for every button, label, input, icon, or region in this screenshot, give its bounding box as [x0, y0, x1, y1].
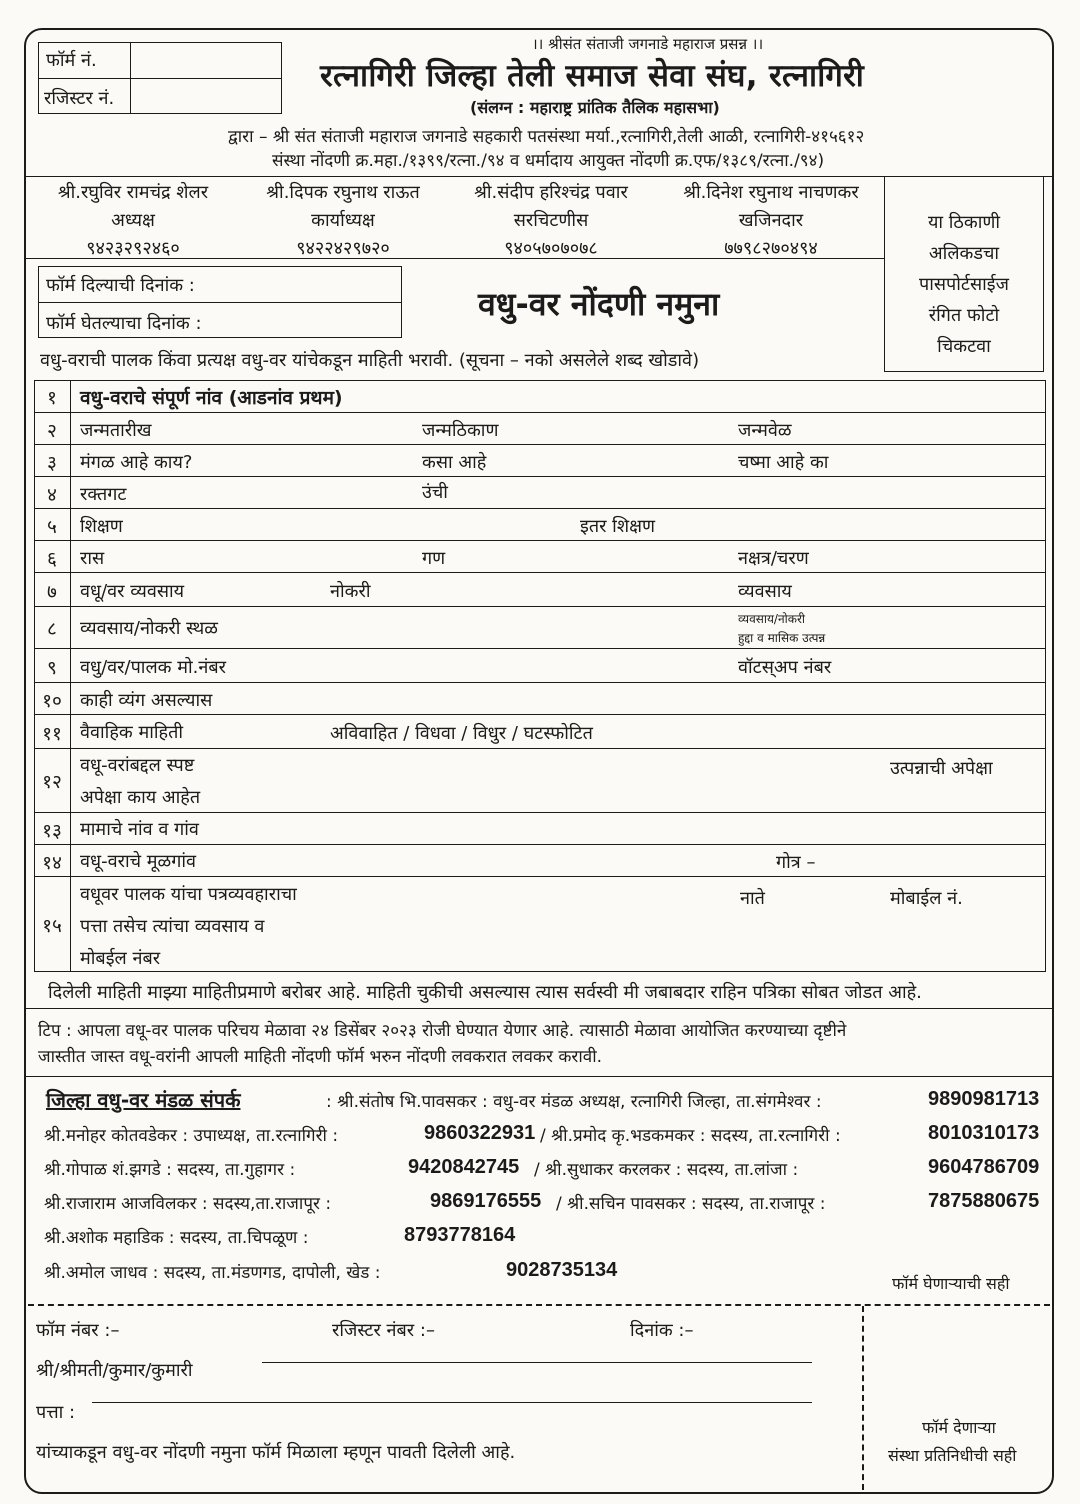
- row-1-label: वधु-वराचे संपूर्ण नांव (आडनांव प्रथम): [80, 387, 343, 409]
- job-label: नोकरी: [330, 581, 371, 602]
- row-8-label: व्यवसाय/नोकरी स्थळ: [80, 618, 218, 639]
- org-registration: संस्था नोंदणी क्र.महा./१३९९/रत्ना./९४ व धर्मादाय आयुक्त नोंदणी क्र.एफ/१३८९/रत्ना./९४): [272, 151, 825, 171]
- row-15-label-2: पत्ता तसेच त्यांचा व्यवसाय व: [80, 916, 265, 937]
- receipt-text: यांच्याकडून वधु-वर नोंदणी नमुना फॉर्म मिळाला म्हणून पावती दिलेली आहे.: [36, 1442, 516, 1463]
- instruction-text: वधु-वराची पालक किंवा प्रत्यक्ष वधु-वर यांचेकडून माहिती भरावी. (सूचना – नको असलेले शब्द खोडावे): [40, 350, 700, 371]
- business-label: व्यवसाय: [738, 581, 792, 602]
- contact-line-4b: / श्री.सचिन पावसकर : सदस्य, ता.राजापूर :: [556, 1194, 826, 1214]
- row-2-number: २: [47, 420, 57, 442]
- row-15-label: वधूवर पालक यांचा पत्रव्यवहाराचा: [80, 884, 297, 905]
- contact-phone-4a: 9869176555: [430, 1190, 542, 1212]
- receipt-divider: [862, 1306, 864, 1490]
- row-6-label: रास: [80, 548, 105, 569]
- gotra-label: गोत्र –: [776, 852, 816, 873]
- other-education-label: इतर शिक्षण: [580, 516, 656, 537]
- spectacles-label: चष्मा आहे का: [738, 452, 829, 473]
- contact-line-4a: श्री.राजाराम आजविलकर : सदस्य,ता.राजापूर :: [44, 1194, 332, 1214]
- receipt-date-label: दिनांक :–: [630, 1320, 694, 1341]
- row-11-number: ११: [42, 723, 62, 745]
- row-3-number: ३: [47, 452, 57, 474]
- contact-line-2a: श्री.मनोहर कोतवडेकर : उपाध्यक्ष, ता.रत्नागिरी :: [44, 1126, 339, 1146]
- contact-phone-4b: 7875880675: [928, 1190, 1040, 1212]
- officer-2: श्री.दिपक रघुनाथ राऊत कार्याध्यक्ष ९४२२४२९७२०: [266, 182, 420, 259]
- gan-label: गण: [422, 548, 446, 569]
- issuer-signature-label-1: फॉर्म देणाऱ्या: [922, 1418, 996, 1437]
- birthplace-label: जन्मठिकाण: [422, 420, 499, 441]
- officer-4: श्री.दिनेश रघुनाथ नाचणकर खजिनदार ७७९८२७०४९४: [683, 182, 859, 259]
- org-title: रत्नागिरी जिल्हा तेली समाज सेवा संघ, रत्नागिरी: [320, 58, 865, 94]
- contact-line-3a: श्री.गोपाळ शं.झगडे : सदस्य, ता.गुहागर :: [44, 1160, 296, 1180]
- whatsapp-label: वॉटस्अप नंबर: [738, 657, 832, 678]
- receipt-address-label: पत्ता :: [36, 1402, 76, 1423]
- contact-line-6: श्री.अमोल जाधव : सदस्य, ता.मंडणगड, दापोली, खेड :: [44, 1263, 381, 1283]
- contacts-heading: जिल्हा वधु-वर मंडळ संपर्क: [46, 1088, 241, 1112]
- receipt-form-no-label: फॉम नंबर :–: [36, 1320, 120, 1341]
- marital-options[interactable]: अविवाहित / विधवा / विधुर / घटस्फोटित: [330, 723, 593, 744]
- contact-phone-3a: 9420842745: [408, 1156, 520, 1178]
- row-4-number: ४: [47, 484, 57, 506]
- row-12-number: १२: [42, 771, 62, 793]
- contact-phone-6: 9028735134: [506, 1259, 618, 1281]
- note-line-2: जास्तीत जास्त वधू-वरांनी आपली माहिती नोंदणी फॉर्म भरुन नोंदणी लवकरात लवकर करावी.: [38, 1047, 602, 1067]
- form-no-field[interactable]: [132, 44, 280, 77]
- row-13-label: मामाचे नांव व गांव: [80, 819, 199, 840]
- affiliation: (संलग्न : महाराष्ट्र प्रांतिक तैलिक महासभा): [470, 98, 720, 117]
- mobile-label: मोबाईल नं.: [890, 888, 963, 909]
- row-12-label-2: अपेक्षा काय आहेत: [80, 787, 201, 808]
- issuer-signature-label-2: संस्था प्रतिनिधीची सही: [888, 1446, 1017, 1465]
- row-15-label-3: मोबईल नंबर: [80, 948, 161, 969]
- row-9-label: वधु/वर/पालक मो.नंबर: [80, 657, 226, 678]
- row-3-label: मंगळ आहे काय?: [80, 452, 193, 473]
- contact-phone-2a: 9860322931: [424, 1122, 536, 1144]
- form-no-label: फॉर्म नं.: [46, 50, 97, 71]
- row-9-number: ९: [47, 657, 57, 679]
- row-2-label: जन्मतारीख: [80, 420, 152, 441]
- contact-line-1: : श्री.संतोष भि.पावसकर : वधु-वर मंडळ अध्यक्ष, रत्नागिरी जिल्हा, ता.संगमेश्वर :: [326, 1092, 822, 1112]
- contact-phone-3b: 9604786709: [928, 1156, 1040, 1178]
- row-10-label: काही व्यंग असल्यास: [80, 690, 213, 711]
- row-13-number: १३: [42, 820, 62, 842]
- designation-label-2: हुद्दा व मासिक उत्पन्न: [738, 631, 826, 645]
- receipt-address-line[interactable]: [92, 1402, 812, 1403]
- relation-label: नाते: [740, 888, 765, 909]
- officer-3: श्री.संदीप हरिश्चंद्र पवार सरचिटणीस ९४०५७०७०७८: [474, 182, 628, 259]
- contact-phone-1: 9890981713: [928, 1088, 1040, 1110]
- register-no-label: रजिस्टर नं.: [44, 88, 115, 109]
- photo-box[interactable]: या ठिकाणी अलिकडचा पासपोर्टसाईज रंगित फोटो चिकटवा: [884, 176, 1044, 372]
- row-14-label: वधू-वराचे मूळगांव: [80, 851, 197, 872]
- income-expectation-label: उत्पन्नाची अपेक्षा: [890, 758, 993, 779]
- declaration-text: दिलेली माहिती माझ्या माहितीप्रमाणे बरोबर आहे. माहिती चुकीची असल्यास त्यास सर्वस्वी मी जबाबदार राहिन पत्रिका सोबत जोडत आहे.: [48, 982, 922, 1003]
- receipt-register-no-label: रजिस्टर नंबर :–: [332, 1320, 435, 1341]
- register-no-field[interactable]: [132, 80, 280, 113]
- row-11-label: वैवाहिक माहिती: [80, 722, 184, 743]
- row-8-number: ८: [47, 618, 57, 640]
- form-title: वधु-वर नोंदणी नमुना: [478, 285, 720, 323]
- mangal-type-label: कसा आहे: [422, 452, 487, 473]
- row-7-number: ७: [47, 581, 57, 603]
- cut-line: [28, 1304, 1050, 1306]
- blessing-line: ।। श्रीसंत संताजी जगनाडे महाराज प्रसन्न ।।: [532, 35, 764, 53]
- contact-phone-2b: 8010310173: [928, 1122, 1040, 1144]
- row-5-number: ५: [47, 516, 57, 538]
- form-taken-date-label: फॉर्म घेतल्याचा दिनांक :: [46, 313, 202, 334]
- row-4-label: रक्तगट: [80, 484, 127, 505]
- contact-line-2b: / श्री.प्रमोद कृ.भडकमकर : सदस्य, ता.रत्नागिरी :: [540, 1126, 841, 1146]
- note-line-1: टिप : आपला वधू-वर पालक परिचय मेळावा २४ डिसेंबर २०२३ रोजी घेण्यात येणार आहे. त्यासाठी मेळावा आयोजित करण्याच्या दृष्टीने: [38, 1021, 847, 1041]
- row-7-label: वधू/वर व्यवसाय: [80, 581, 185, 602]
- row-6-number: ६: [47, 548, 57, 570]
- receipt-name-label: श्री/श्रीमती/कुमार/कुमारी: [36, 1360, 193, 1381]
- form-given-date-label: फॉर्म दिल्याची दिनांक :: [46, 275, 195, 296]
- row-10-number: १०: [42, 690, 62, 712]
- row-5-label: शिक्षण: [80, 516, 123, 537]
- row-12-label: वधू-वरांबद्दल स्पष्ट: [80, 755, 195, 776]
- birthtime-label: जन्मवेळ: [738, 420, 792, 441]
- nakshatra-label: नक्षत्र/चरण: [738, 548, 809, 569]
- contact-line-5: श्री.अशोक महाडिक : सदस्य, ता.चिपळूण :: [44, 1228, 309, 1248]
- org-address: द्वारा – श्री संत संताजी महाराज जगनाडे सहकारी पतसंस्था मर्या.,रत्नागिरी,तेली आळी, रत्नागिरी-४१५६१२: [228, 127, 865, 147]
- officer-1: श्री.रघुविर रामचंद्र शेलर अध्यक्ष ९४२३२९२४६०: [57, 182, 209, 259]
- row-15-number: १५: [42, 915, 62, 937]
- row-14-number: १४: [42, 852, 62, 874]
- contact-phone-5: 8793778164: [404, 1224, 516, 1246]
- receipt-name-line[interactable]: [262, 1362, 812, 1363]
- height-label: उंची: [422, 482, 448, 503]
- contact-line-3b: / श्री.सुधाकर करलकर : सदस्य, ता.लांजा :: [534, 1160, 799, 1180]
- designation-label-1: व्यवसाय/नोकरी: [738, 612, 805, 626]
- receiver-signature-label: फॉर्म घेणाऱ्याची सही: [892, 1274, 1010, 1293]
- row-1-number: १: [47, 387, 57, 409]
